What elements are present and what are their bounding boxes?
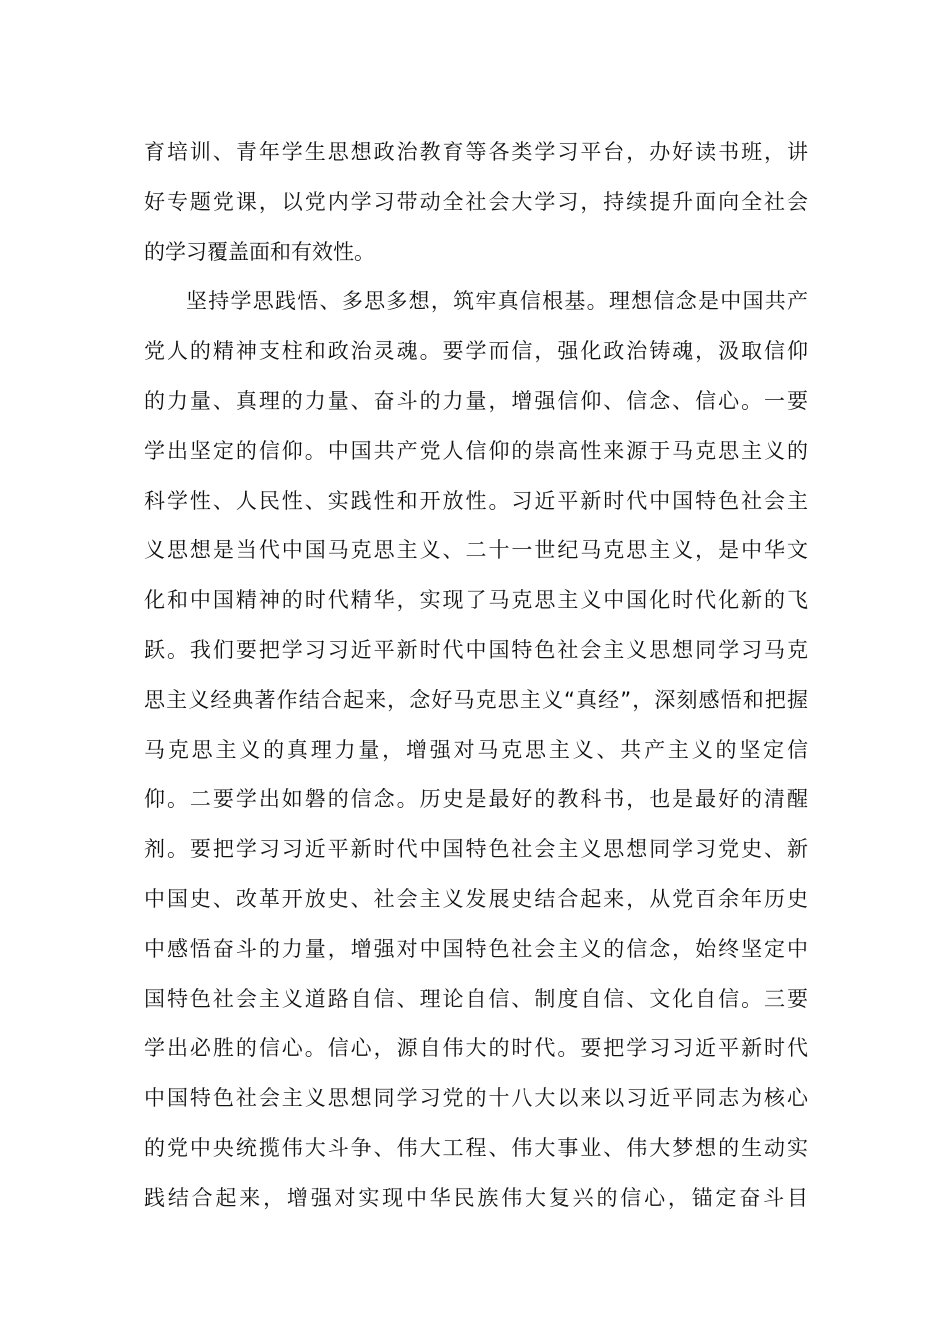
text-line: 育培训、青年学生思想政治教育等各类学习平台，办好读书班，讲 <box>144 140 808 164</box>
text-line: 好专题党课，以党内学习带动全社会大学习，持续提升面向全社会 <box>144 189 808 214</box>
text-line: 义思想是当代中国马克思主义、二十一世纪马克思主义，是中华文 <box>144 538 808 563</box>
text-line: 剂。要把学习习近平新时代中国特色社会主义思想同学习党史、新 <box>144 837 808 862</box>
text-line: 马克思主义的真理力量，增强对马克思主义、共产主义的坚定信 <box>144 737 808 762</box>
text-line: 的力量、真理的力量、奋斗的力量，增强信仰、信念、信心。一要 <box>144 388 808 413</box>
text-line: 仰。二要学出如磐的信念。历史是最好的教科书，也是最好的清醒 <box>144 787 808 812</box>
text-line: 国特色社会主义道路自信、理论自信、制度自信、文化自信。三要 <box>144 986 808 1011</box>
paragraph-1 <box>144 128 808 277</box>
text-line: 学出必胜的信心。信心，源自伟大的时代。要把学习习近平新时代 <box>144 1036 808 1061</box>
text-line: 中感悟奋斗的力量，增强对中国特色社会主义的信念，始终坚定中 <box>144 936 808 961</box>
paragraph-2 <box>144 277 808 1223</box>
text-line: 践结合起来，增强对实现中华民族伟大复兴的信心，锚定奋斗目 <box>144 1185 808 1210</box>
text-line: 化和中国精神的时代精华，实现了马克思主义中国化时代化新的飞 <box>144 588 808 613</box>
text-line: 的党中央统揽伟大斗争、伟大工程、伟大事业、伟大梦想的生动实 <box>144 1135 808 1160</box>
body-text <box>144 128 808 1224</box>
text-line: 思主义经典著作结合起来，念好马克思主义“真经”，深刻感悟和把握 <box>144 687 808 712</box>
text-line: 科学性、人民性、实践性和开放性。习近平新时代中国特色社会主 <box>144 488 808 513</box>
text-line: 的学习覆盖面和有效性。 <box>144 239 375 264</box>
text-line: 跃。我们要把学习习近平新时代中国特色社会主义思想同学习马克 <box>144 637 808 662</box>
text-line: 中国特色社会主义思想同学习党的十八大以来以习近平同志为核心 <box>144 1086 808 1111</box>
text-line: 学出坚定的信仰。中国共产党人信仰的崇高性来源于马克思主义的 <box>144 438 808 463</box>
text-line: 中国史、改革开放史、社会主义发展史结合起来，从党百余年历史 <box>144 886 808 911</box>
text-line: 党人的精神支柱和政治灵魂。要学而信，强化政治铸魂，汲取信仰 <box>144 339 808 364</box>
text-line: 坚持学思践悟、多思多想，筑牢真信根基。理想信念是中国共产 <box>186 289 808 314</box>
